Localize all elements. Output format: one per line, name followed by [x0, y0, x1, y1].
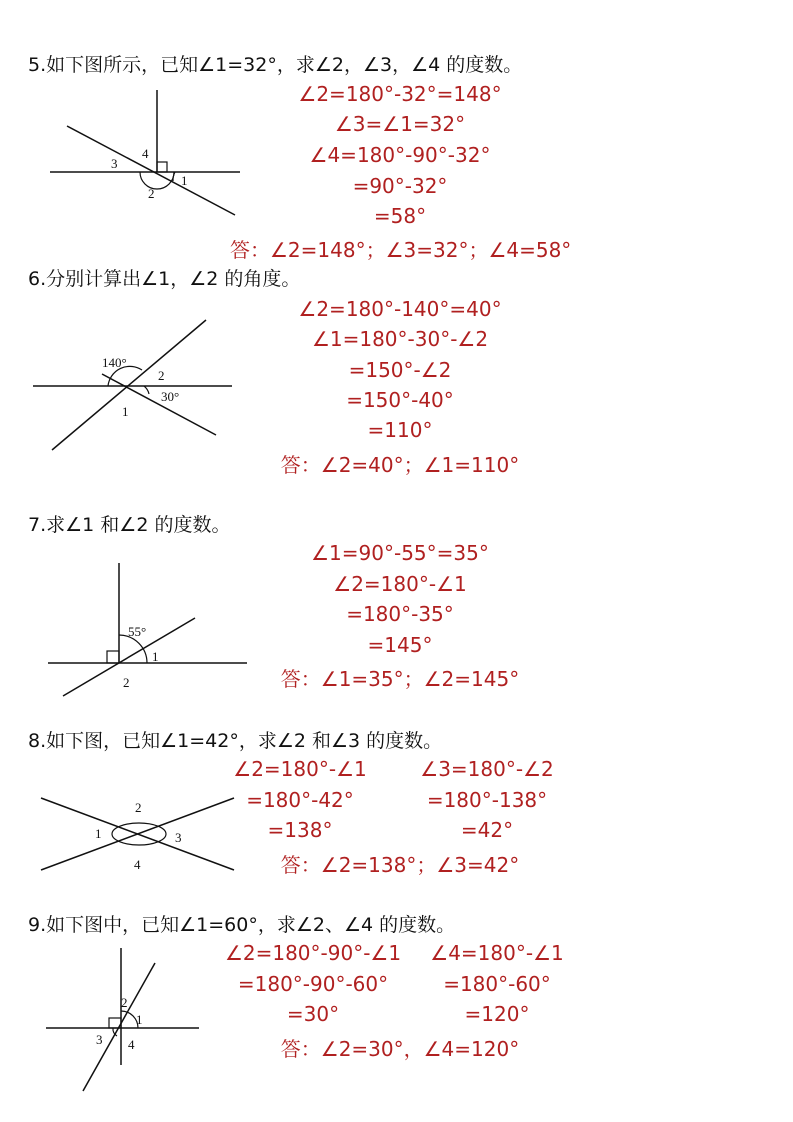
solution-line: ∠3=180°-∠2 — [420, 757, 554, 781]
solution-line: =150°-∠2 — [348, 358, 452, 382]
solution-line: ∠1=90°-55°=35° — [311, 541, 489, 565]
label-4: 4 — [142, 146, 149, 161]
figure-7 — [45, 560, 250, 700]
solution-line: ∠2=180°-∠1 — [333, 572, 467, 596]
figure-9 — [43, 945, 203, 1095]
label-3: 3 — [175, 830, 182, 845]
solution-line: =110° — [367, 418, 433, 442]
label-4: 4 — [134, 857, 141, 872]
solution-line: ∠4=180°-∠1 — [430, 941, 564, 965]
figure-5 — [45, 88, 245, 218]
solution-line: =30° — [286, 1002, 340, 1026]
label-3: 3 — [111, 156, 118, 171]
solution-line: ∠1=180°-30°-∠2 — [311, 327, 489, 351]
solution-line: =90°-32° — [352, 174, 448, 198]
answer-line: 答：∠2=40°；∠1=110° — [280, 453, 520, 477]
question-7: 7.求∠1 和∠2 的度数。 — [28, 514, 231, 536]
label-55: 55° — [128, 624, 147, 639]
question-6: 6.分别计算出∠1，∠2 的角度。 — [28, 268, 301, 290]
label-2: 2 — [158, 368, 165, 383]
label-4: 4 — [128, 1037, 135, 1052]
label-1: 1 — [181, 173, 188, 188]
solution-line: ∠4=180°-90°-32° — [309, 143, 491, 167]
label-1: 1 — [95, 826, 102, 841]
solution-line: =150°-40° — [346, 388, 454, 412]
solution-line: ∠2=180°-∠1 — [233, 757, 367, 781]
solution-line: ∠2=180°-32°=148° — [298, 82, 502, 106]
solution-line: =120° — [464, 1002, 530, 1026]
label-2: 2 — [135, 800, 142, 815]
solution-line: =180°-60° — [443, 972, 551, 996]
label-2: 2 — [148, 186, 155, 201]
solution-line: =42° — [460, 818, 514, 842]
label-1: 1 — [136, 1012, 143, 1027]
label-3: 3 — [96, 1032, 103, 1047]
question-9: 9.如下图中，已知∠1=60°，求∠2、∠4 的度数。 — [28, 914, 456, 936]
answer-line: 答：∠1=35°；∠2=145° — [280, 667, 520, 691]
answer-8: 答：∠2=138°；∠3=42° — [280, 853, 520, 877]
answer-line: 答：∠2=148°；∠3=32°；∠4=58° — [230, 238, 572, 262]
question-5: 5.如下图所示，已知∠1=32°，求∠2，∠3，∠4 的度数。 — [28, 54, 523, 76]
label-30: 30° — [161, 389, 180, 404]
solution-line: =180°-138° — [426, 788, 548, 812]
solution-line: =58° — [373, 204, 427, 228]
label-140: 140° — [102, 355, 127, 370]
solution-line: ∠2=180°-140°=40° — [298, 297, 502, 321]
solution-line: =180°-35° — [346, 602, 454, 626]
question-8: 8.如下图，已知∠1=42°，求∠2 和∠3 的度数。 — [28, 730, 443, 752]
label-2: 2 — [121, 995, 128, 1010]
solution-line: =180°-90°-60° — [237, 972, 389, 996]
solution-line: =180°-42° — [246, 788, 354, 812]
solution-line: =138° — [267, 818, 333, 842]
label-1: 1 — [122, 404, 129, 419]
label-1: 1 — [152, 649, 159, 664]
solution-line: ∠3=∠1=32° — [334, 112, 466, 136]
answer-9: 答：∠2=30°，∠4=120° — [280, 1037, 520, 1061]
solution-line: =145° — [367, 633, 433, 657]
figure-6 — [30, 318, 235, 453]
label-2: 2 — [123, 675, 130, 690]
solution-line: ∠2=180°-90°-∠1 — [224, 941, 402, 965]
